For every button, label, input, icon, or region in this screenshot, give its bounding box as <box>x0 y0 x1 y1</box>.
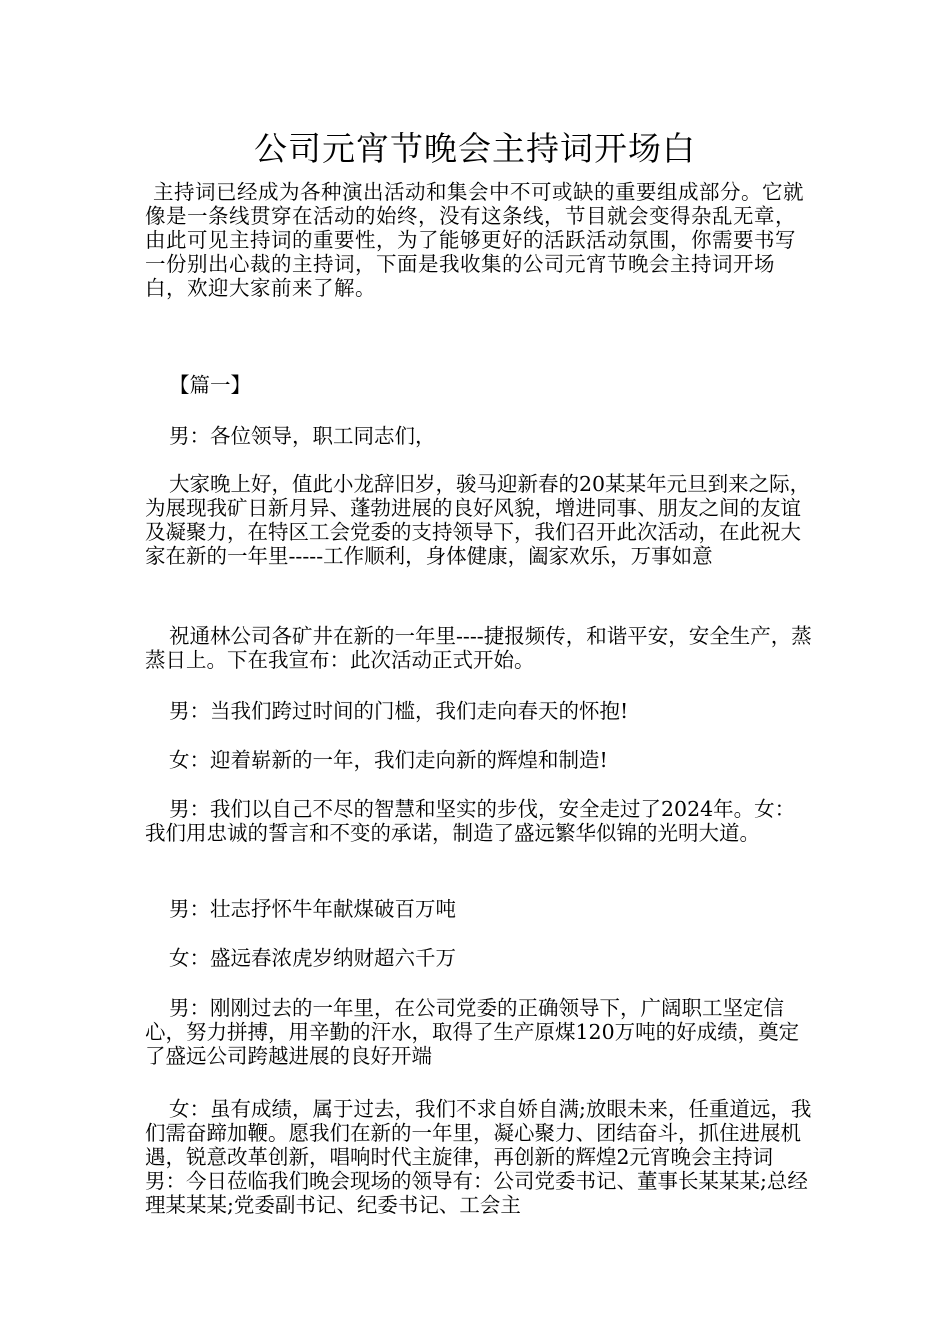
paragraph-2: 大家晚上好，值此小龙辞旧岁，骏马迎新春的20某某年元旦到来之际，为展现我矿日新月异、蓬勃进展的良好风貌，增进同事、朋友之间的友谊及凝聚力，在特区工会党委的支持领导下，我们召开此次活动，在此祝大家在新的一年里-----工作顺利，身体健康，阖家欢乐，万事如意 <box>145 472 811 568</box>
paragraph-5: 女：迎着崭新的一年，我们走向新的辉煌和制造! <box>169 748 608 772</box>
intro-paragraph: 主持词已经成为各种演出活动和集会中不可或缺的重要组成部分。它就像是一条线贯穿在活动的始终，没有这条线，节目就会变得杂乱无章，由此可见主持词的重要性，为了能够更好的活跃活动氛围，你需要书写一份别出心裁的主持词，下面是我收集的公司元宵节晚会主持词开场白，欢迎大家前来了解。 <box>145 180 804 300</box>
section-label: 【篇一】 <box>169 373 251 397</box>
paragraph-9: 男：刚刚过去的一年里，在公司党委的正确领导下，广阔职工坚定信心，努力拼搏，用辛勤的汗水，取得了生产原煤120万吨的好成绩，奠定了盛远公司跨越进展的良好开端 <box>145 996 800 1068</box>
paragraph-1: 男：各位领导，职工同志们， <box>169 424 436 448</box>
paragraph-10: 女：虽有成绩，属于过去，我们不求自娇自满;放眼未来，任重道远，我们需奋蹄加鞭。愿我们在新的一年里，凝心聚力、团结奋斗，抓住进展机遇，锐意改革创新，唱响时代主旋律，再创新的辉煌2元宵晚会主持词男：今日莅临我们晚会现场的领导有：公司党委书记、董事长某某某;总经理某某某;党委副书记、纪委书记、工会主 <box>145 1097 812 1217</box>
paragraph-6: 男：我们以自己不尽的智慧和坚实的步伐，安全走过了2024年。女：我们用忠诚的誓言和不变的承诺，制造了盛远繁华似锦的光明大道。 <box>145 797 796 845</box>
paragraph-7: 男：壮志抒怀牛年献煤破百万吨 <box>169 897 456 921</box>
document-title: 公司元宵节晚会主持词开场白 <box>254 129 696 168</box>
paragraph-3: 祝通林公司各矿井在新的一年里----捷报频传，和谐平安，安全生产，蒸蒸日上。下在我宣布：此次活动正式开始。 <box>145 624 812 672</box>
paragraph-4: 男：当我们跨过时间的门槛，我们走向春天的怀抱! <box>169 699 629 723</box>
paragraph-8: 女：盛远春浓虎岁纳财超六千万 <box>169 946 456 970</box>
